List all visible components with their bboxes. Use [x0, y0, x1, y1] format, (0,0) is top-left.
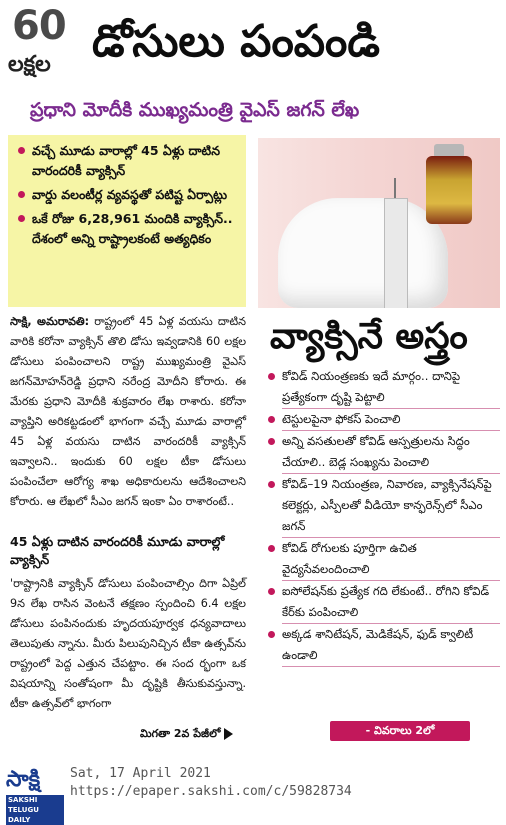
bullet-icon	[268, 416, 275, 423]
arrow-right-icon	[224, 728, 233, 740]
list-item: కోవిడ్‌ రోగులకు పూర్తిగా ఉచిత వైద్యసేవలందించాలి	[266, 538, 502, 581]
highlight-item: వార్డు వలంటీర్ల వ్యవస్థతో పటిష్ట ఏర్పాట్లు	[18, 185, 240, 205]
bullet-icon	[268, 438, 275, 445]
subsection-title: 45 ఏళ్లు దాటిన వారందరికీ మూడు వారాల్లో వ్యాక్సిన్‌	[10, 534, 225, 567]
vaccine-list	[266, 366, 502, 667]
vaccine-section-title: వ్యాక్సినే అస్త్రం	[270, 316, 468, 357]
vaccine-photo	[258, 138, 500, 308]
list-item: కోవిడ్‌–19 నియంత్రణ, నివారణ, వ్యాక్సినేషన్‌పై కలెక్టర్లు, ఎస్పీలతో వీడియో కాన్ఫరెన్స్‌లో సీఎం జగన్‌	[266, 474, 502, 538]
subheadline: ప్రధాని మోదీకి ముఖ్యమంత్రి వైఎస్‌ జగన్‌ లేఖ	[30, 99, 360, 121]
bullet-icon	[18, 215, 25, 222]
article-body	[10, 312, 246, 512]
headline-unit: లక్షల	[8, 52, 51, 77]
epaper-url[interactable]: https://epaper.sakshi.com/c/59828734	[70, 784, 352, 799]
highlight-item: వచ్చే మూడు వారాల్లో 45 ఏళ్లు దాటిన వారందరికీ వ్యాక్సిన్‌	[18, 141, 240, 181]
list-item: అక్కడ శానిటేషన్‌, మెడికేషన్‌, ఫుడ్‌ క్వాలిటీ ఉండాలి	[266, 624, 502, 667]
bullet-icon	[18, 147, 25, 154]
article-text: రాష్ట్రంలో 45 ఏళ్ల వయసు దాటిన వారికి కరోనా వ్యాక్సిన్‌ తొలి డోసు ఇవ్వడానికి 60 లక్షల డోసులు పంపించాలని రాష్ట్ర ముఖ్యమంత్రి వైఎస్‌ జగన్‌మోహన్‌రెడ్డి ప్రధాని నరేంద్ర మోదీని కోరారు. ఈ మేరకు ప్రధాని మోదీకి శుక్రవారం లేఖ రాశారు. కరోనా వ్యాప్తిని అరికట్టడంలో భాగంగా వచ్చే మూడు వారాల్లో 45 ఏళ్ల వయసు దాటిన వారందరికీ వ్యాక్సిన్‌ ఇవ్వాలని.. ఇందుకు 60 లక్షల టీకా డోసులు పంపించేలా ఆరోగ్య శాఖ అధికారులను ఆదేశించాలని కోరారు. ఆ లేఖలో సీఎం జగన్‌ ఇంకా ఏం రాశారంటే..	[10, 315, 246, 508]
continued-link[interactable]: మిగతా 2వ పేజీలో	[140, 727, 233, 743]
bullet-icon	[268, 481, 275, 488]
sakshi-logo[interactable]	[4, 765, 64, 824]
bullet-icon	[18, 191, 25, 198]
bullet-icon	[268, 631, 275, 638]
dateline: సాక్షి, అమరావతి:	[10, 315, 90, 328]
logo-text: సాక్షి	[6, 767, 41, 792]
bullet-icon	[268, 588, 275, 595]
details-badge[interactable]: - వివరాలు 2లో	[330, 721, 470, 741]
headline: డోసులు పంపండి	[92, 16, 380, 67]
list-item: అన్ని వసతులతో కోవిడ్‌ ఆస్పత్రులను సిద్ధం చేయాలి.. బెడ్ల సంఖ్యను పెంచాలి	[266, 431, 502, 474]
subsection-text: 'రాష్ట్రానికి వ్యాక్సిన్‌ డోసులు పంపించాల్సిం దిగా ఏప్రిల్‌ 9న లేఖ రాసిన వెంటనే తక్షణం స్పందించి 6.4 లక్షల డోసులు పంపినందుకు హృదయపూర్వక ధన్యవాదాలు తెలుపుతు న్నాను. మీరు పిలుపునిచ్చిన టీకా ఉత్సవ్‌ను రాష్ట్రంలో పెద్ద ఎత్తున చేపట్టాం. ఈ సంద ర్భంగా ఒక విషయాన్ని సంతోషంగా మీ దృష్టికి తీసుకువస్తున్నా. టీకా ఉత్సవ్‌లో భాగంగా	[10, 577, 246, 710]
gloved-hand-image	[278, 198, 448, 308]
logo-tagline: SAKSHI TELUGU DAILY	[6, 795, 64, 825]
subsection-body	[10, 574, 246, 714]
list-item: టెస్టులపైనా ఫోకస్‌ పెంచాలి	[266, 409, 502, 431]
highlight-item: ఒకే రోజు 6,28,961 మందికి వ్యాక్సిన్‌.. దేశంలో అన్ని రాష్ట్రాలకంటే అత్యధికం	[18, 209, 240, 249]
bullet-icon	[268, 373, 275, 380]
list-item: కోవిడ్‌ నియంత్రణకు ఇదే మార్గం.. దానిపై ప్రత్యేకంగా దృష్టి పెట్టాలి	[266, 366, 502, 409]
bullet-icon	[268, 545, 275, 552]
edition-date: Sat, 17 April 2021	[70, 766, 211, 781]
list-item: ఐసోలేషన్‌కు ప్రత్యేక గది లేకుంటే.. రోగిని కోవిడ్‌ కేర్‌కు పంపించాలి	[266, 581, 502, 624]
headline-number: 60	[12, 3, 66, 49]
highlights-box	[8, 135, 246, 307]
vaccine-vial-image	[426, 156, 472, 224]
syringe-image	[384, 198, 408, 308]
